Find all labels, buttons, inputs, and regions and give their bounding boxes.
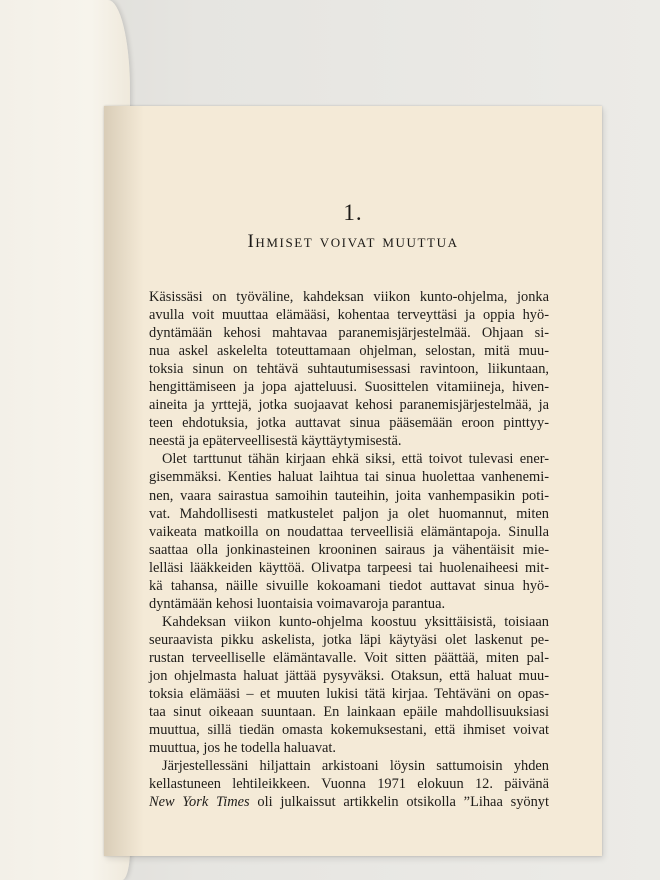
text-line: nua askel askelelta toteuttamaan ohjelman, selostan, mitä muu- xyxy=(149,343,549,360)
text-fragment: oli julkaissut artikkelin otsikolla ”Lihaa syönyt xyxy=(249,794,550,811)
text-line: muuttua, jos he todella haluavat. xyxy=(149,740,337,757)
text-line: saattaa olla jonkinasteinen krooninen sairaus ja vähentäisit mie- xyxy=(149,541,549,558)
text-line: toksia elämääsi – et muuten lukisi tätä kirjaa. Tehtäväni on opas- xyxy=(149,686,549,703)
chapter-body xyxy=(149,288,549,811)
text-line: rustan terveelliselle elämäntavalle. Voit sitten päättää, miten pal- xyxy=(149,649,549,666)
paragraph-4 xyxy=(149,757,549,811)
text-line: hengittämiseen ja jopa ajatteluusi. Suosittelen vitamiineja, hiven- xyxy=(149,379,549,396)
chapter-number: 1. xyxy=(343,200,363,225)
text-line: seuraavista pikku askelista, jotka läpi käytyäsi olet laskenut pe- xyxy=(149,631,549,648)
text-line: gisemmäksi. Kenties haluat laihtua tai sinua huolettaa vanhenemi- xyxy=(149,469,549,486)
text-line: vat. Mahdollisesti matkustelet paljon ja olet huomannut, miten xyxy=(149,505,549,522)
text-line: Olet tarttunut tähän kirjaan ehkä siksi, että toivot tulevasi ener- xyxy=(162,451,549,468)
text-line: dyntämään kehosi luontaisia voimavaroja parantua. xyxy=(149,595,446,612)
text-line: dyntämään kehosi mahtavaa paranemisjärjestelmää. Ohjaan si- xyxy=(149,325,549,342)
text-line: lelläsi lääkkeiden käyttöä. Olivatpa tarpeesi tai huolenaiheesi mit- xyxy=(149,559,549,576)
text-line: aineita ja yrttejä, jotka suojaavat kehosi paranemisjärjestelmää, ja xyxy=(149,397,549,414)
text-line: jon ohjelmasta haluat jättää pysyväksi. Otaksun, että haluat muu- xyxy=(149,667,549,684)
text-line: toksia sinun on tehtävä suhtautumisessasi ravintoon, liikuntaan, xyxy=(149,361,549,378)
text-line: Käsissäsi on työväline, kahdeksan viikon kunto-ohjelma, jonka xyxy=(149,289,549,305)
text-line: kellastuneen lehtileikkeen. Vuonna 1971 elokuun 12. päivänä xyxy=(149,776,549,793)
paragraph-1 xyxy=(149,288,549,450)
paragraph-3 xyxy=(149,613,549,757)
book-page xyxy=(104,106,602,856)
paragraph-2 xyxy=(149,450,549,612)
text-line: vaikeata matkoilla on noudattaa terveellisiä elämäntapoja. Sinulla xyxy=(149,523,549,540)
text-line: Järjestellessäni hiljattain arkistoani löysin sattumoisin yhden xyxy=(162,758,549,775)
text-line: avulla voit muuttaa elämääsi, kohentaa terveyttäsi ja oppia hyö- xyxy=(149,307,549,324)
text-line: kä tahansa, näille sivuille kokoamani tiedot auttavat sinua hyö- xyxy=(149,577,549,594)
text-line: nen, vaara sairastua samoihin tauteihin, joita vanhempasikin poti- xyxy=(149,487,549,504)
text-line: neestä ja epäterveellisestä käyttäytymisestä. xyxy=(149,433,402,450)
text-line: Kahdeksan viikon kunto-ohjelma koostuu yksittäisistä, toisiaan xyxy=(162,613,549,630)
text-line: taa sinut oikeaan suuntaan. En lainkaan epäile mahdollisuuksiasi xyxy=(149,704,549,721)
chapter-title: Ihmiset voivat muuttua xyxy=(247,231,459,252)
text-line xyxy=(149,793,549,811)
text-line: teen ehdotuksia, jotka auttavat sinua pääsemään eroon pinttyy- xyxy=(149,415,549,432)
newspaper-title: New York Times xyxy=(149,794,250,811)
text-line: muuttua, sillä tiedän omasta kokemuksestani, että ihmiset voivat xyxy=(149,722,549,739)
